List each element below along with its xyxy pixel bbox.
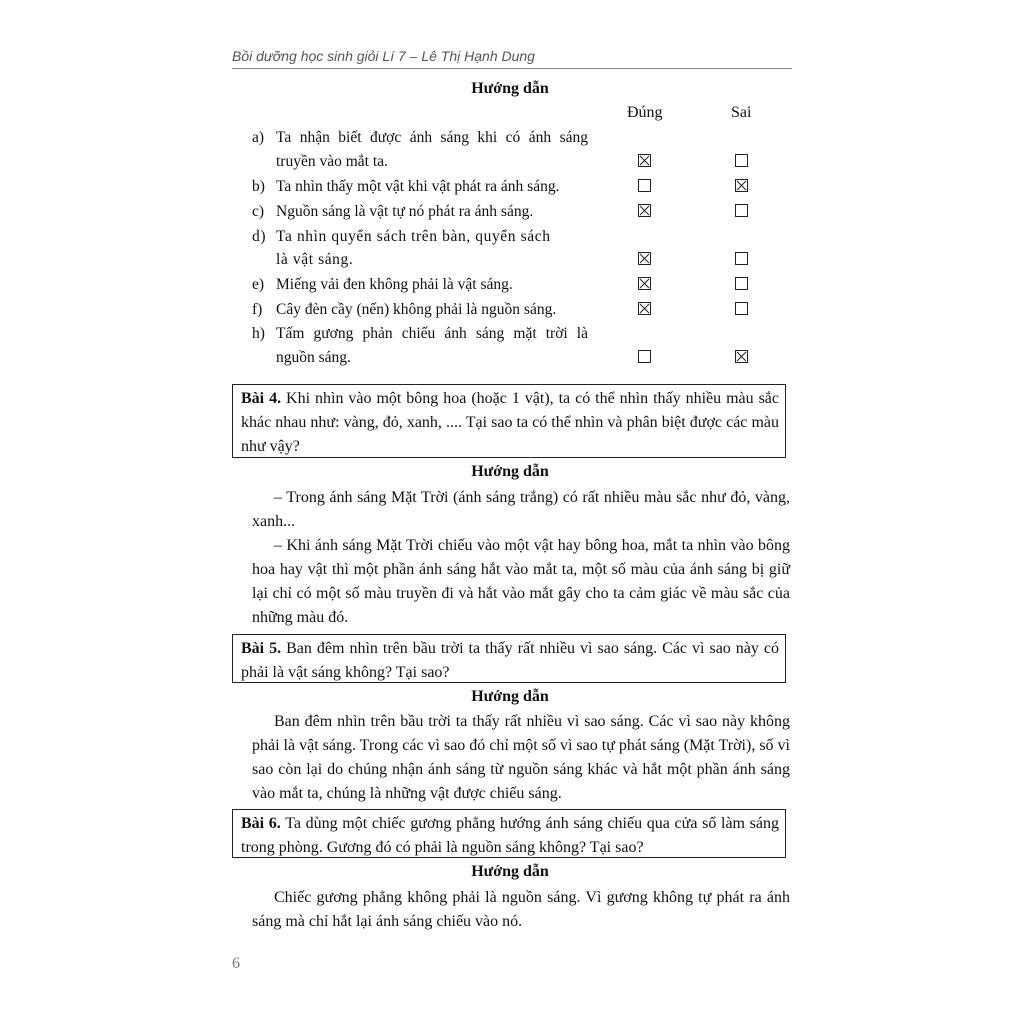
row-label: b)	[252, 178, 265, 195]
question-row-h-cont: nguồn sáng.	[276, 349, 351, 366]
exercise-4-box	[232, 384, 786, 458]
row-text: Ta nhìn thấy một vật khi vật phát ra ánh sáng.	[276, 178, 560, 195]
row-label: c)	[252, 203, 265, 220]
exercise-5-box	[232, 634, 786, 683]
row-label: d)	[252, 228, 267, 245]
checkbox-h-true[interactable]	[638, 350, 651, 363]
checkbox-a-false[interactable]	[735, 154, 748, 167]
checkbox-e-false[interactable]	[735, 277, 748, 290]
guide-heading-4: Hướng dẫn	[471, 863, 549, 880]
question-row-a-cont: truyền vào mắt ta.	[276, 153, 388, 170]
column-true-header: Đúng	[627, 104, 663, 121]
row-text: Miếng vải đen không phải là vật sáng.	[276, 276, 513, 293]
question-row-h	[252, 322, 592, 346]
exercise-4-answer-2: – Khi ánh sáng Mặt Trời chiếu vào một vật hay bông hoa, mắt ta nhìn vào bông hoa hay vật thì một phần ánh sáng hắt vào mắt ta, một số màu của ánh sáng bị giữ lại chỉ có một số màu truyền đi và hắt vào mắt gây cho ta cảm giác về màu sắc của những màu đó.	[252, 537, 790, 626]
checkbox-h-false[interactable]	[735, 350, 748, 363]
exercise-5-question: Ban đêm nhìn trên bầu trời ta thấy rất nhiều vì sao sáng. Các vì sao này có phải là vật sáng không? Tại sao?	[241, 640, 780, 681]
checkbox-f-false[interactable]	[735, 302, 748, 315]
row-label: e)	[252, 276, 265, 293]
column-false-header: Sai	[731, 104, 752, 121]
question-row-a	[252, 126, 592, 150]
exercise-6-label: Bài 6.	[241, 815, 281, 832]
exercise-4-answer-1: – Trong ánh sáng Mặt Trời (ánh sáng trắng) có rất nhiều màu sắc như đỏ, vàng, xanh...	[252, 489, 790, 530]
page-number: 6	[232, 955, 240, 972]
checkbox-c-true[interactable]	[638, 204, 651, 217]
question-row-d	[252, 225, 592, 249]
row-label: f)	[252, 301, 263, 318]
exercise-5-label: Bài 5.	[241, 640, 282, 657]
checkbox-b-true[interactable]	[638, 179, 651, 192]
row-label: a)	[252, 129, 265, 146]
question-row-f	[252, 298, 556, 322]
row-text: Tấm gương phản chiếu ánh sáng mặt trời là	[276, 325, 588, 342]
question-row-d-cont: là vật sáng.	[276, 251, 354, 268]
exercise-4-question: Khi nhìn vào một bông hoa (hoặc 1 vật), ta có thể nhìn thấy nhiều màu sắc khác nhau như: vàng, đỏ, xanh, .... Tại sao ta có thể nhìn và phân biệt được các màu như vậy?	[241, 390, 780, 455]
exercise-6-box	[232, 809, 786, 858]
checkbox-c-false[interactable]	[735, 204, 748, 217]
checkbox-d-false[interactable]	[735, 252, 748, 265]
exercise-6-question: Ta dùng một chiếc gương phẳng hướng ánh sáng chiếu qua cửa sổ làm sáng trong phòng. Gương đó có phải là nguồn sáng không? Tại sao?	[241, 815, 779, 856]
guide-heading-1: Hướng dẫn	[471, 80, 549, 97]
question-row-e	[252, 273, 513, 297]
question-row-c	[252, 200, 533, 224]
checkbox-f-true[interactable]	[638, 302, 651, 315]
checkbox-e-true[interactable]	[638, 277, 651, 290]
exercise-4-label: Bài 4.	[241, 390, 282, 407]
row-text: Nguồn sáng là vật tự nó phát ra ánh sáng.	[276, 203, 534, 220]
row-text: Ta nhận biết được ánh sáng khi có ánh sáng	[276, 129, 588, 146]
checkbox-d-true[interactable]	[638, 252, 651, 265]
checkbox-a-true[interactable]	[638, 154, 651, 167]
exercise-6-answer: Chiếc gương phẳng không phải là nguồn sáng. Vì gương không tự phát ra ánh sáng mà chỉ hắt lại ánh sáng chiếu vào nó.	[252, 889, 790, 930]
exercise-5-answer: Ban đêm nhìn trên bầu trời ta thấy rất nhiều vì sao sáng. Các vì sao này không phải là vật sáng. Trong các vì sao đó chỉ một số vì sao tự phát sáng (Mặt Trời), số vì sao còn lại do chúng nhận ánh sáng từ nguồn sáng khác và hắt một phần ánh sáng vào mắt ta, chúng là những vật được chiếu sáng.	[252, 713, 790, 802]
row-text: Ta nhìn quyển sách trên bàn, quyển sách	[276, 228, 551, 245]
row-text: Cây đèn cầy (nến) không phải là nguồn sáng.	[276, 301, 557, 318]
guide-heading-3: Hướng dẫn	[471, 688, 549, 705]
row-label: h)	[252, 325, 265, 342]
question-row-b	[252, 175, 559, 199]
guide-heading-2: Hướng dẫn	[471, 463, 549, 480]
running-header: Bồi dưỡng học sinh giỏi Lí 7 – Lê Thị Hạnh Dung	[232, 48, 792, 69]
checkbox-b-false[interactable]	[735, 179, 748, 192]
